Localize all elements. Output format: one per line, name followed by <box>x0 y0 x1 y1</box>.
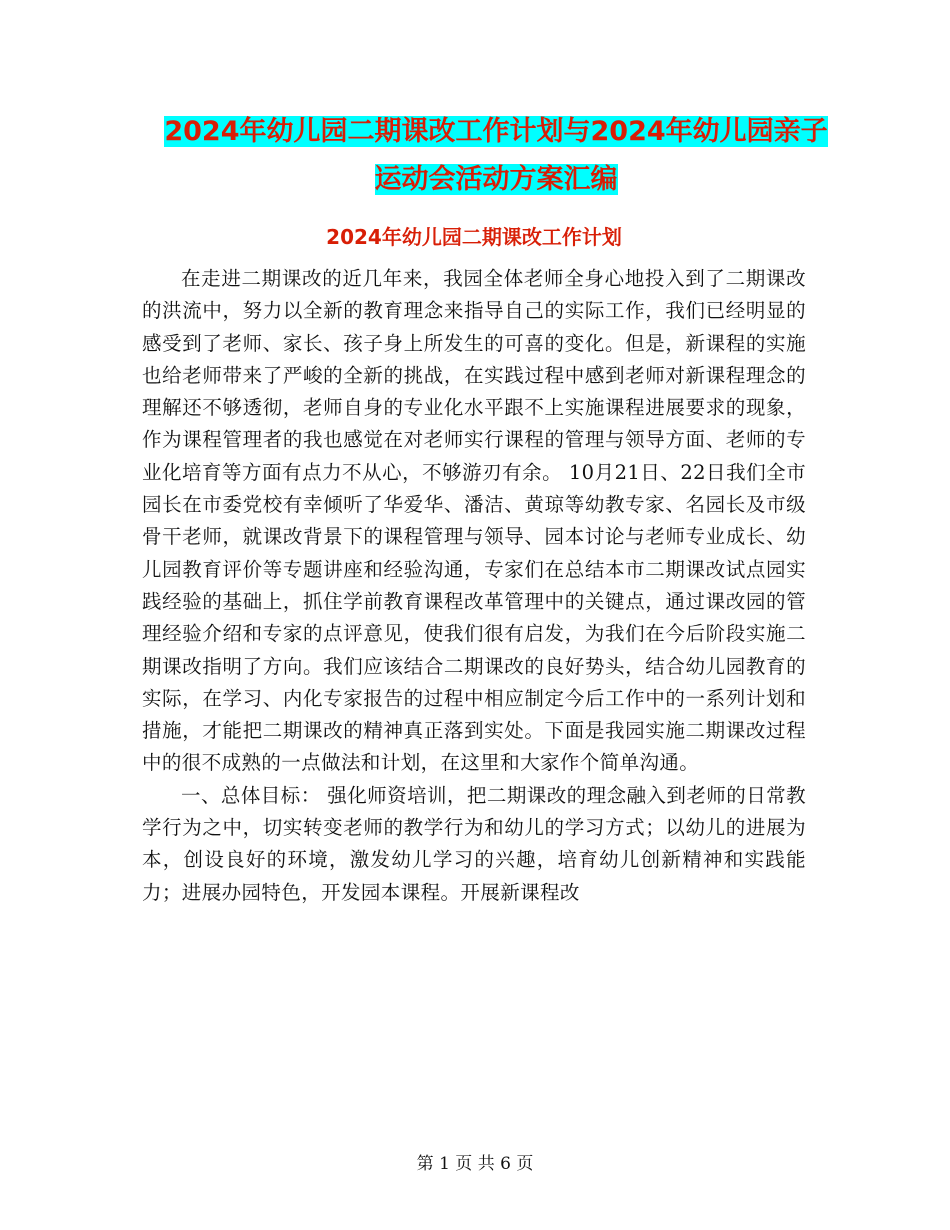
paragraph-overall-goal: 一、总体目标： 强化师资培训，把二期课改的理念融入到老师的日常教学行为之中，切实转变老师的教学行为和幼儿的学习方式；以幼儿的进展为本，创设良好的环境，激发幼儿学习的兴趣，培育幼儿创新精神和实践能力；进展办园特色，开发园本课程。开展新课程改 <box>142 783 806 904</box>
document-title <box>140 108 852 204</box>
document-title-line-1: 2024年幼儿园二期课改工作计划与2024年幼儿园亲子 <box>164 116 828 147</box>
document-body <box>142 263 806 909</box>
document-title-line-2: 运动会活动方案汇编 <box>374 164 618 195</box>
page-footer: 第 1 页 共 6 页 <box>416 1154 534 1174</box>
paragraph-intro: 在走进二期课改的近几年来，我园全体老师全身心地投入到了二期课改的洪流中，努力以全新的教育理念来指导自己的实际工作，我们已经明显的感受到了老师、家长、孩子身上所发生的可喜的变化。但是，新课程的实施也给老师带来了严峻的全新的挑战，在实践过程中感到老师对新课程理念的理解还不够透彻，老师自身的专业化水平跟不上实施课程进展要求的现象，作为课程管理者的我也感觉在对老师实行课程的管理与领导方面、老师的专业化培育等方面有点力不从心，不够游刃有余。 10月21日、22日我们全市园长在市委党校有幸倾听了华爱华、潘洁、黄琼等幼教专家、名园长及市级骨干老师，就课改背景下的课程管理与领导、园本讨论与老师专业成长、幼儿园教育评价等专题讲座和经验沟通，专家们在总结本市二期课改试点园实践经验的基础上，抓住学前教育课程改革管理中的关键点，通过课改园的管理经验介绍和专家的点评意见，使我们很有启发，为我们在今后阶段实施二期课改指明了方向。我们应该结合二期课改的良好势头，结合幼儿园教育的实际，在学习、内化专家报告的过程中相应制定今后工作中的一系列计划和措施，才能把二期课改的精神真正落到实处。下面是我园实施二期课改过程中的很不成熟的一点做法和计划，在这里和大家作个简单沟通。 <box>142 267 806 775</box>
section-title: 2024年幼儿园二期课改工作计划 <box>326 225 622 249</box>
